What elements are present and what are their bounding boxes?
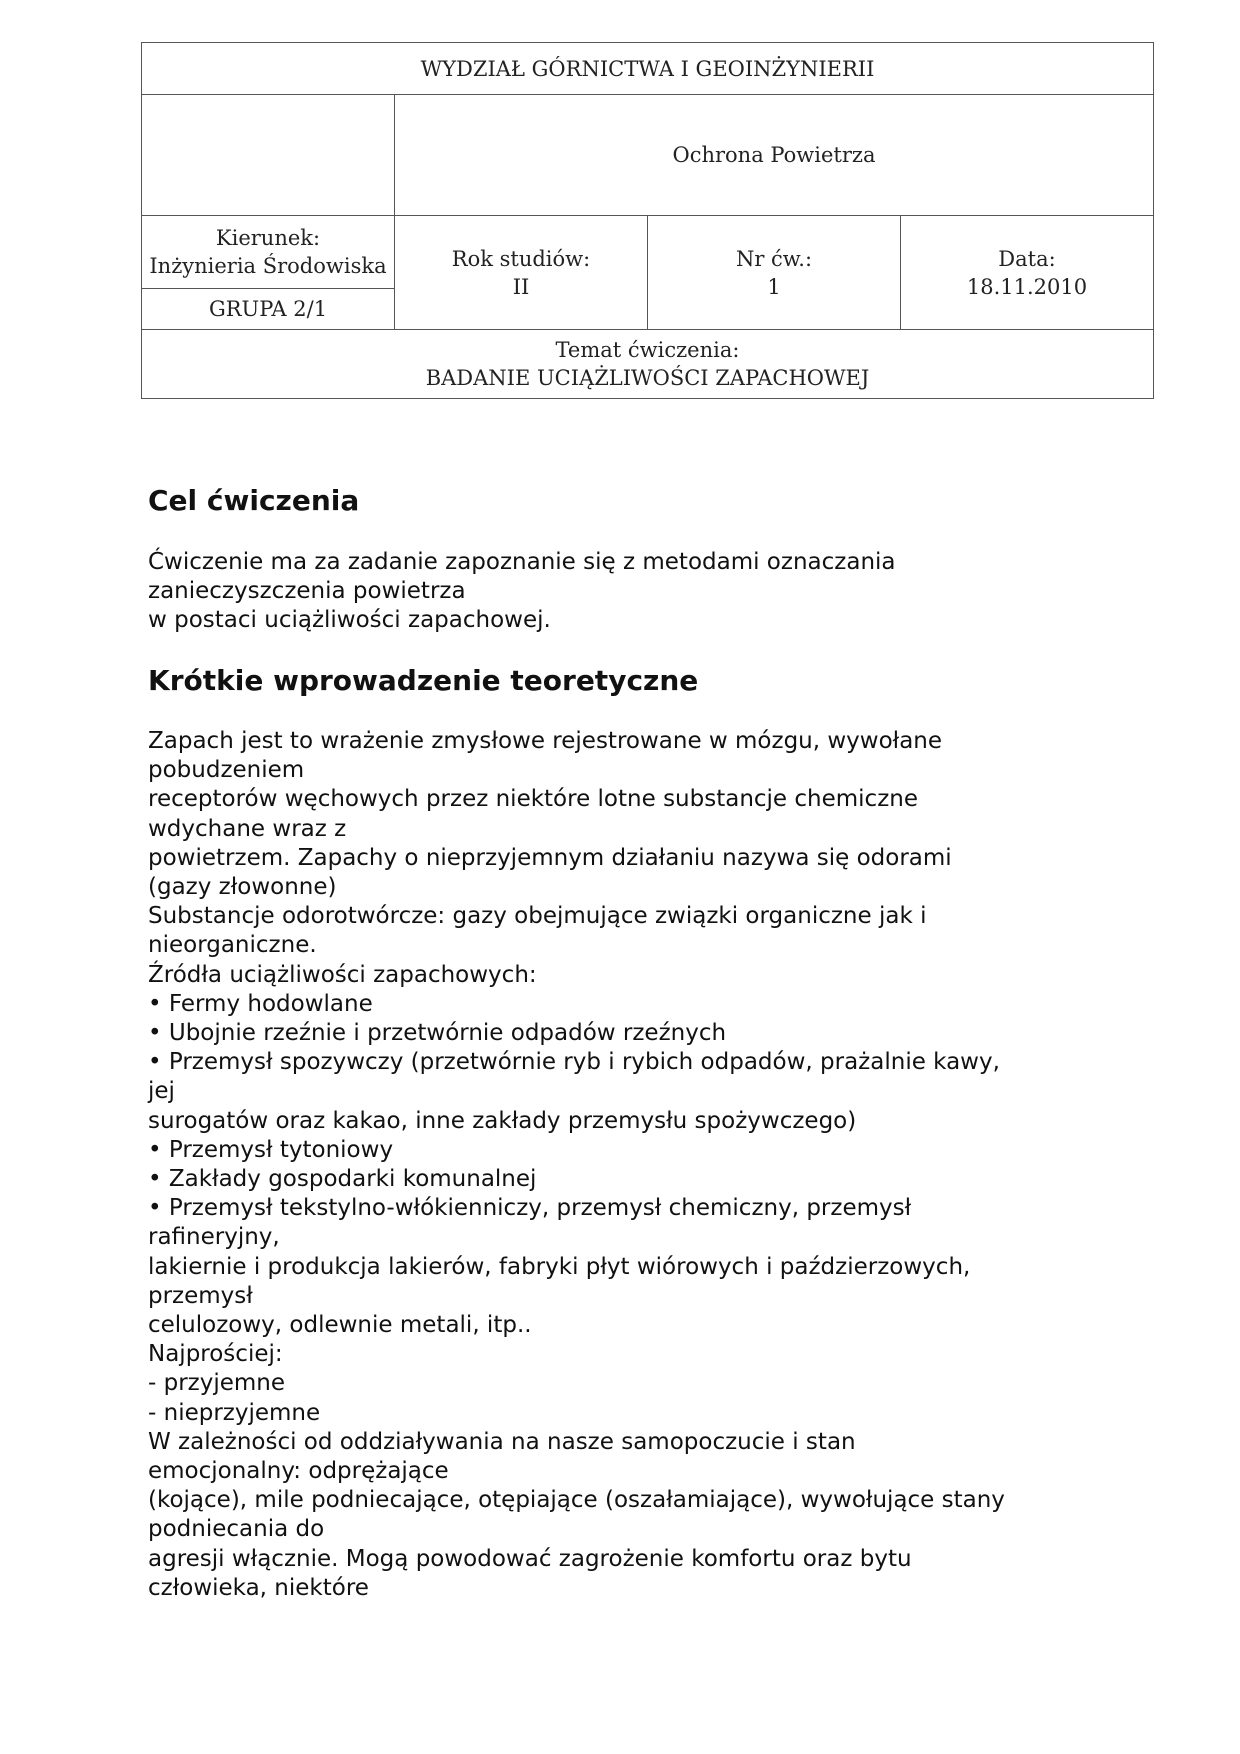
list-item: • Ubojnie rzeźnie i przetwórnie odpadów rzeźnych bbox=[148, 1020, 727, 1047]
topic-label: Temat ćwiczenia: bbox=[555, 338, 740, 362]
paragraph-line: (gazy złowonne) bbox=[148, 874, 337, 901]
paragraph-line: Źródła uciążliwości zapachowych: bbox=[148, 961, 537, 988]
paragraph-line: celulozowy, odlewnie metali, itp.. bbox=[148, 1312, 532, 1339]
paragraph-line: wdychane wraz z bbox=[148, 815, 347, 842]
grupa-cell: GRUPA 2/1 bbox=[142, 289, 395, 330]
list-item: - przyjemne bbox=[148, 1370, 286, 1397]
section-heading-cel: Cel ćwiczenia bbox=[148, 484, 360, 517]
paragraph-line: pobudzeniem bbox=[148, 757, 305, 784]
list-item: - nieprzyjemne bbox=[148, 1399, 321, 1426]
list-item: • Przemysł spozywczy (przetwórnie ryb i rybich odpadów, prażalnie kawy, bbox=[148, 1049, 1000, 1076]
paragraph-line: agresji włącznie. Mogą powodować zagrożenie komfortu oraz bytu bbox=[148, 1545, 912, 1572]
section-heading-intro: Krótkie wprowadzenie teoretyczne bbox=[148, 664, 699, 697]
list-item: • Przemysł tekstylno-włókienniczy, przemysł chemiczny, przemysł bbox=[148, 1195, 912, 1222]
paragraph-line: emocjonalny: odprężające bbox=[148, 1458, 449, 1485]
paragraph-line: podniecania do bbox=[148, 1516, 325, 1543]
paragraph-line: powietrzem. Zapachy o nieprzyjemnym działaniu nazywa się odorami bbox=[148, 844, 952, 871]
list-item: • Zakłady gospodarki komunalnej bbox=[148, 1166, 537, 1193]
department-name: WYDZIAŁ GÓRNICTWA I GEOINŻYNIERII bbox=[142, 43, 1154, 95]
paragraph-line: nieorganiczne. bbox=[148, 932, 317, 959]
paragraph-line: W zależności od oddziaływania na nasze samopoczucie i stan bbox=[148, 1428, 856, 1455]
nr-label: Nr ćw.: bbox=[735, 246, 813, 271]
list-item: • Fermy hodowlane bbox=[148, 990, 373, 1017]
paragraph-line: zanieczyszczenia powietrza bbox=[148, 578, 466, 605]
paragraph-line: w postaci uciążliwości zapachowej. bbox=[148, 607, 551, 634]
date-cell bbox=[901, 216, 1154, 330]
topic-value: BADANIE UCIĄŻLIWOŚCI ZAPACHOWEJ bbox=[425, 366, 870, 390]
course-name: Ochrona Powietrza bbox=[395, 95, 1154, 216]
paragraph-line: (kojące), mile podniecające, otępiające (oszałamiające), wywołujące stany bbox=[148, 1487, 1005, 1514]
paragraph-cel bbox=[148, 548, 1108, 636]
kierunek-label: Kierunek: bbox=[215, 226, 321, 250]
empty-cell bbox=[142, 95, 395, 216]
rok-label: Rok studiów: bbox=[451, 246, 591, 271]
paragraph-line: Ćwiczenie ma za zadanie zapoznanie się z metodami oznaczania bbox=[148, 549, 896, 575]
paragraph-line: człowieka, niektóre bbox=[148, 1574, 369, 1601]
paragraph-line: lakiernie i produkcja lakierów, fabryki płyt wiórowych i paździerzowych, bbox=[148, 1253, 971, 1280]
nr-value: 1 bbox=[767, 274, 781, 299]
paragraph-line: Substancje odorotwórcze: gazy obejmujące związki organiczne jak i bbox=[148, 903, 927, 930]
topic-cell bbox=[142, 330, 1154, 399]
paragraph-line: przemysł bbox=[148, 1282, 253, 1309]
paragraph-line: Najprościej: bbox=[148, 1341, 283, 1368]
list-item: • Przemysł tytoniowy bbox=[148, 1136, 394, 1163]
paragraph-line: surogatów oraz kakao, inne zakłady przemysłu spożywczego) bbox=[148, 1107, 857, 1134]
rok-cell bbox=[395, 216, 648, 330]
nr-cell bbox=[648, 216, 901, 330]
rok-value: II bbox=[512, 274, 530, 299]
date-value: 18.11.2010 bbox=[966, 274, 1088, 299]
kierunek-value: Inżynieria Środowiska bbox=[149, 254, 387, 278]
paragraph-line: jej bbox=[148, 1078, 175, 1105]
date-label: Data: bbox=[998, 246, 1056, 271]
header-table bbox=[141, 42, 1154, 399]
paragraph-line: rafineryjny, bbox=[148, 1224, 280, 1251]
paragraph-intro bbox=[148, 727, 1108, 1603]
kierunek-cell bbox=[142, 216, 395, 289]
paragraph-line: Zapach jest to wrażenie zmysłowe rejestrowane w mózgu, wywołane bbox=[148, 728, 943, 754]
paragraph-line: receptorów węchowych przez niektóre lotne substancje chemiczne bbox=[148, 786, 919, 813]
